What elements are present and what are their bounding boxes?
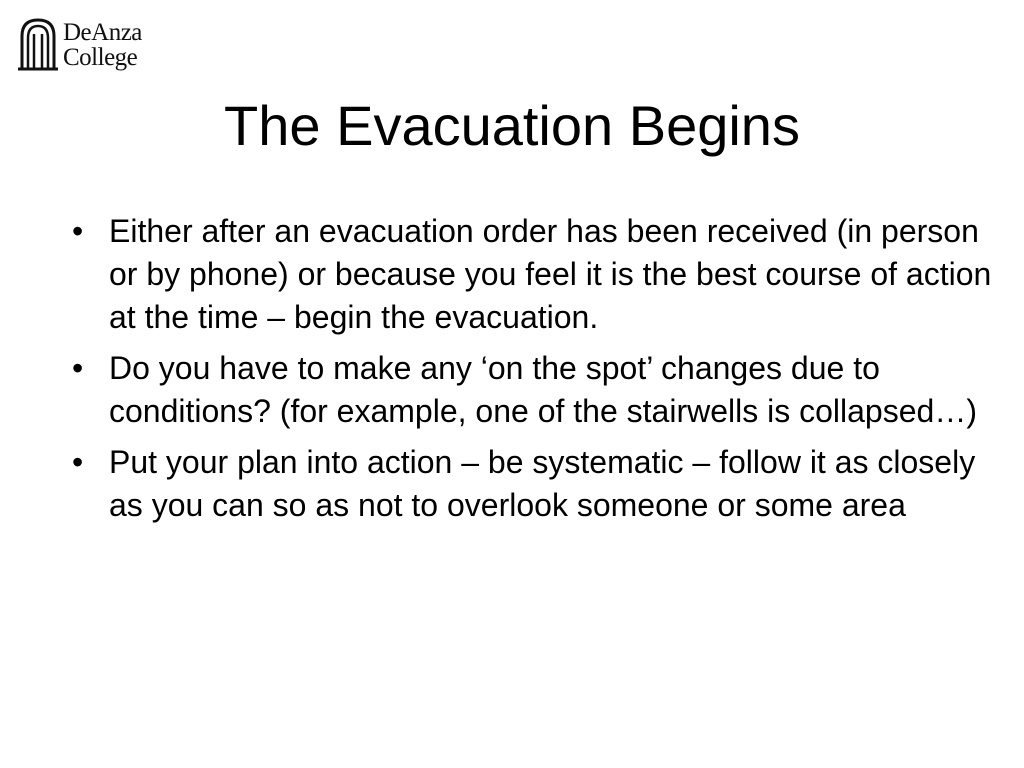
college-logo (18, 14, 178, 74)
logo-text-line1: DeAnza (63, 19, 142, 46)
arch-logo-icon (18, 16, 58, 72)
bullet-text: Do you have to make any ‘on the spot’ changes due to conditions? (for example, one of the stairwells is collapsed…) (109, 350, 977, 429)
bullet-marker: • (72, 213, 84, 249)
logo-text-line2: College (63, 44, 138, 71)
bullet-marker: • (72, 444, 84, 480)
bullet-marker: • (72, 350, 84, 386)
bullet-item-1 (72, 210, 992, 339)
bullet-list (72, 210, 992, 535)
bullet-text: Either after an evacuation order has been received (in person or by phone) or because you feel it is the best course of action at the time – begin the evacuation. (109, 213, 992, 335)
bullet-item-3 (72, 441, 992, 527)
bullet-item-2 (72, 347, 992, 433)
bullet-text: Put your plan into action – be systematic – follow it as closely as you can so as not to overlook someone or some area (109, 444, 976, 523)
slide-title: The Evacuation Begins (224, 94, 800, 157)
